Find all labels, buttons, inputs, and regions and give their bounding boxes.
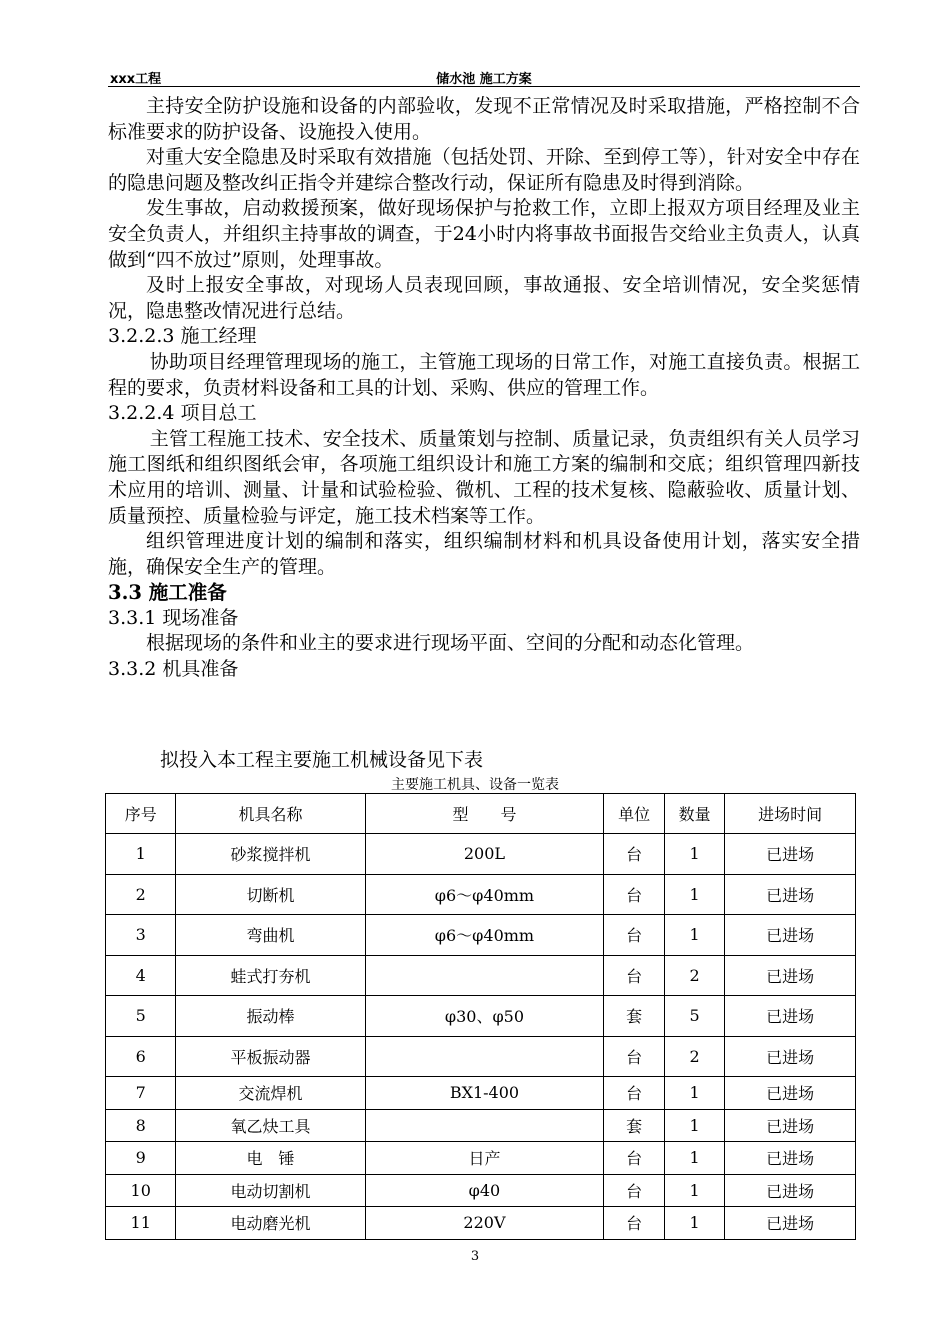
cell-equipment-name: 氧乙炔工具 bbox=[176, 1109, 365, 1142]
cell-unit: 套 bbox=[604, 996, 664, 1037]
cell-unit: 台 bbox=[604, 874, 664, 915]
cell-quantity: 1 bbox=[664, 834, 724, 875]
cell-equipment-name: 弯曲机 bbox=[176, 915, 365, 956]
header-model: 型 号 bbox=[365, 794, 604, 834]
body-text bbox=[108, 94, 860, 683]
cell-equipment-name: 平板振动器 bbox=[176, 1036, 365, 1077]
cell-index: 3 bbox=[106, 915, 176, 956]
cell-index: 9 bbox=[106, 1142, 176, 1175]
cell-model: 200L bbox=[365, 834, 604, 875]
table-row bbox=[106, 955, 856, 996]
cell-equipment-name: 振动棒 bbox=[176, 996, 365, 1037]
table-header-row bbox=[106, 794, 856, 834]
section-heading-chief-engineer: 3.2.2.4 项目总工 bbox=[108, 402, 257, 425]
section-heading-preparation: 3.3 施工准备 bbox=[108, 581, 227, 605]
cell-model: BX1-400 bbox=[365, 1077, 604, 1110]
header-quantity: 数量 bbox=[664, 794, 724, 834]
section-heading-equipment-preparation: 3.3.2 机具准备 bbox=[108, 658, 239, 681]
cell-arrival-time: 已进场 bbox=[725, 834, 856, 875]
table-row bbox=[106, 1207, 856, 1240]
cell-quantity: 1 bbox=[664, 1077, 724, 1110]
cell-equipment-name: 砂浆搅拌机 bbox=[176, 834, 365, 875]
table-row bbox=[106, 1142, 856, 1175]
table-row bbox=[106, 1036, 856, 1077]
cell-quantity: 2 bbox=[664, 955, 724, 996]
table-row bbox=[106, 1077, 856, 1110]
cell-arrival-time: 已进场 bbox=[725, 955, 856, 996]
cell-model bbox=[365, 1036, 604, 1077]
cell-index: 10 bbox=[106, 1174, 176, 1207]
cell-quantity: 5 bbox=[664, 996, 724, 1037]
section-heading-site-preparation: 3.3.1 现场准备 bbox=[108, 606, 239, 629]
cell-arrival-time: 已进场 bbox=[725, 1036, 856, 1077]
cell-index: 11 bbox=[106, 1207, 176, 1240]
table-row bbox=[106, 834, 856, 875]
cell-index: 8 bbox=[106, 1109, 176, 1142]
paragraph-schedule-management: 组织管理进度计划的编制和落实，组织编制材料和机具设备使用计划，落实安全措施，确保安全生产的管理。 bbox=[108, 530, 860, 578]
section-heading-construction-manager: 3.2.2.3 施工经理 bbox=[108, 325, 257, 348]
cell-model bbox=[365, 955, 604, 996]
cell-model: φ40 bbox=[365, 1174, 604, 1207]
cell-model: 220V bbox=[365, 1207, 604, 1240]
paragraph-construction-manager: 协助项目经理管理现场的施工，主管施工现场的日常工作，对施工直接负责。根据工程的要求，负责材料设备和工具的计划、采购、供应的管理工作。 bbox=[108, 350, 860, 399]
cell-unit: 套 bbox=[604, 1109, 664, 1142]
cell-unit: 台 bbox=[604, 834, 664, 875]
table-row bbox=[106, 996, 856, 1037]
cell-unit: 台 bbox=[604, 955, 664, 996]
cell-equipment-name: 交流焊机 bbox=[176, 1077, 365, 1110]
cell-arrival-time: 已进场 bbox=[725, 915, 856, 956]
cell-arrival-time: 已进场 bbox=[725, 1142, 856, 1175]
cell-index: 2 bbox=[106, 874, 176, 915]
header-index: 序号 bbox=[106, 794, 176, 834]
table-caption: 主要施工机具、设备一览表 bbox=[391, 777, 559, 793]
cell-quantity: 1 bbox=[664, 1109, 724, 1142]
cell-model: 日产 bbox=[365, 1142, 604, 1175]
table-row bbox=[106, 1109, 856, 1142]
cell-equipment-name: 电 锤 bbox=[176, 1142, 365, 1175]
table-row bbox=[106, 874, 856, 915]
cell-model: φ6～φ40mm bbox=[365, 874, 604, 915]
cell-unit: 台 bbox=[604, 1207, 664, 1240]
cell-unit: 台 bbox=[604, 1142, 664, 1175]
cell-arrival-time: 已进场 bbox=[725, 1109, 856, 1142]
cell-arrival-time: 已进场 bbox=[725, 1207, 856, 1240]
cell-model bbox=[365, 1109, 604, 1142]
cell-arrival-time: 已进场 bbox=[725, 996, 856, 1037]
cell-index: 6 bbox=[106, 1036, 176, 1077]
header-arrival-time: 进场时间 bbox=[725, 794, 856, 834]
cell-arrival-time: 已进场 bbox=[725, 1077, 856, 1110]
cell-index: 1 bbox=[106, 834, 176, 875]
paragraph-acceptance: 主持安全防护设施和设备的内部验收，发现不正常情况及时采取措施，严格控制不合标准要求的防护设备、设施投入使用。 bbox=[108, 95, 860, 143]
cell-arrival-time: 已进场 bbox=[725, 1174, 856, 1207]
cell-unit: 台 bbox=[604, 1077, 664, 1110]
cell-quantity: 1 bbox=[664, 1142, 724, 1175]
cell-quantity: 1 bbox=[664, 1207, 724, 1240]
cell-model: φ6～φ40mm bbox=[365, 915, 604, 956]
header-project-name: xxx工程 bbox=[110, 72, 162, 87]
paragraph-hazard-measures: 对重大安全隐患及时采取有效措施（包括处罚、开除、至到停工等），针对安全中存在的隐患问题及整改纠正指令并建综合整改行动，保证所有隐患及时得到消除。 bbox=[108, 146, 860, 194]
cell-equipment-name: 切断机 bbox=[176, 874, 365, 915]
cell-quantity: 1 bbox=[664, 874, 724, 915]
cell-equipment-name: 电动磨光机 bbox=[176, 1207, 365, 1240]
cell-equipment-name: 电动切割机 bbox=[176, 1174, 365, 1207]
table-row bbox=[106, 915, 856, 956]
header-equipment-name: 机具名称 bbox=[176, 794, 365, 834]
table-row bbox=[106, 1174, 856, 1207]
paragraph-site-preparation: 根据现场的条件和业主的要求进行现场平面、空间的分配和动态化管理。 bbox=[146, 632, 755, 655]
equipment-table bbox=[105, 793, 856, 1240]
cell-unit: 台 bbox=[604, 915, 664, 956]
cell-index: 4 bbox=[106, 955, 176, 996]
page-number: 3 bbox=[470, 1249, 480, 1264]
paragraph-chief-engineer: 主管工程施工技术、安全技术、质量策划与控制、质量记录，负责组织有关人员学习施工图纸和组织图纸会审，各项施工组织设计和施工方案的编制和交底；组织管理四新技术应用的培训、测量、计量和试验检验、微机、工程的技术复核、隐蔽验收、质量计划、质量预控、质量检验与评定，施工技术档案等工作。 bbox=[108, 427, 860, 527]
cell-quantity: 1 bbox=[664, 1174, 724, 1207]
cell-quantity: 1 bbox=[664, 915, 724, 956]
paragraph-accident-report: 及时上报安全事故，对现场人员表现回顾，事故通报、安全培训情况，安全奖惩情况，隐患整改情况进行总结。 bbox=[108, 274, 860, 322]
paragraph-accident-response: 发生事故，启动救援预案，做好现场保护与抢救工作，立即上报双方项目经理及业主安全负责人，并组织主持事故的调查，于24小时内将事故书面报告交给业主负责人，认真做到“四不放过”原则，处理事故。 bbox=[108, 197, 860, 271]
cell-index: 5 bbox=[106, 996, 176, 1037]
cell-unit: 台 bbox=[604, 1036, 664, 1077]
cell-quantity: 2 bbox=[664, 1036, 724, 1077]
cell-unit: 台 bbox=[604, 1174, 664, 1207]
cell-index: 7 bbox=[106, 1077, 176, 1110]
cell-equipment-name: 蛙式打夯机 bbox=[176, 955, 365, 996]
cell-arrival-time: 已进场 bbox=[725, 874, 856, 915]
page-header bbox=[108, 66, 860, 87]
cell-model: φ30、φ50 bbox=[365, 996, 604, 1037]
equipment-intro: 拟投入本工程主要施工机械设备见下表 bbox=[160, 749, 484, 771]
header-unit: 单位 bbox=[604, 794, 664, 834]
header-document-title: 储水池 施工方案 bbox=[436, 72, 532, 87]
